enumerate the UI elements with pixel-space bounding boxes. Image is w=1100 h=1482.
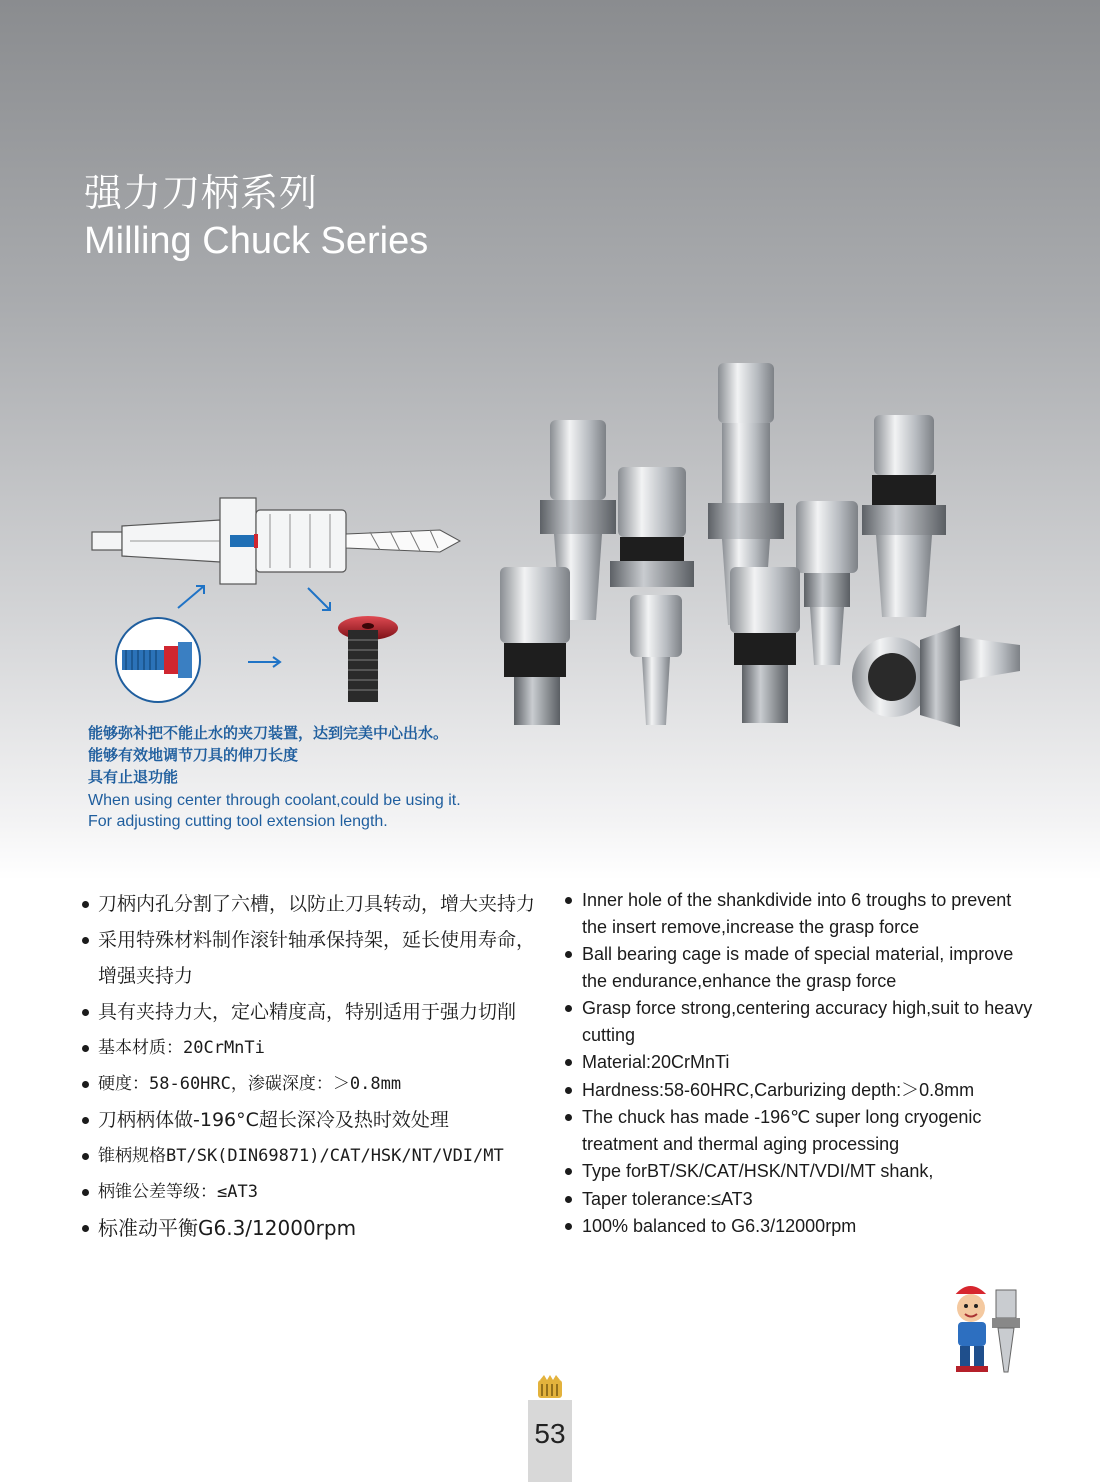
features-list-zh bbox=[82, 886, 542, 1246]
feature-en-item: 100% balanced to G6.3/12000rpm bbox=[565, 1213, 1035, 1240]
tool-holder-4 bbox=[610, 467, 694, 587]
bullet-dot-icon bbox=[82, 1189, 89, 1196]
bullet-dot-icon bbox=[565, 1087, 572, 1094]
page-number: 53 bbox=[534, 1418, 566, 1449]
chuck-cross-section-diagram bbox=[80, 480, 470, 720]
feature-zh-item: 硬度：58-60HRC，渗碳深度：＞0.8mm bbox=[82, 1066, 542, 1102]
stop-screw-blue bbox=[230, 535, 256, 547]
mascot-icon bbox=[940, 1272, 1030, 1376]
feature-en-item: Inner hole of the shankdivide into 6 troughs to prevent the insert remove,increase the grasp force bbox=[565, 887, 1035, 940]
stop-screw-part bbox=[338, 616, 398, 702]
page-number-badge bbox=[528, 1372, 572, 1482]
feature-zh-item: 采用特殊材料制作滚针轴承保持架，延长使用寿命，增强夹持力 bbox=[82, 922, 542, 994]
feature-en-item: Taper tolerance:≤AT3 bbox=[565, 1186, 1035, 1213]
caption-zh-3: 具有止退功能 bbox=[88, 768, 179, 786]
feature-zh-item: 具有夹持力大，定心精度高，特别适用于强力切削 bbox=[82, 994, 542, 1030]
bullet-dot-icon bbox=[565, 1223, 572, 1230]
caption-zh-2: 能够有效地调节刀具的伸刀长度 bbox=[88, 746, 299, 764]
feature-en-item: Material:20CrMnTi bbox=[565, 1049, 1035, 1076]
bullet-dot-icon bbox=[565, 897, 572, 904]
tool-holder-6 bbox=[500, 567, 570, 725]
feature-en-item: Hardness:58-60HRC,Carburizing depth:＞0.8mm bbox=[565, 1077, 1035, 1104]
diagram-caption bbox=[88, 722, 461, 832]
bullet-dot-icon bbox=[82, 1117, 89, 1124]
page-title-zh: 强力刀柄系列 bbox=[84, 171, 319, 215]
bullet-dot-icon bbox=[565, 1005, 572, 1012]
stop-screw-red bbox=[254, 534, 258, 548]
bullet-dot-icon bbox=[565, 1114, 572, 1121]
drill-bit bbox=[346, 530, 460, 552]
tool-holder-7 bbox=[630, 595, 682, 725]
feature-zh-item: 刀柄柄体做-196°C超长深冷及热时效处理 bbox=[82, 1102, 542, 1138]
bullet-dot-icon bbox=[82, 1225, 89, 1232]
bullet-dot-icon bbox=[82, 937, 89, 944]
caption-en-1: When using center through coolant,could be using it. bbox=[88, 792, 461, 809]
tool-holder-9 bbox=[852, 625, 1020, 727]
bullet-dot-icon bbox=[82, 901, 89, 908]
bullet-dot-icon bbox=[565, 1196, 572, 1203]
zoom-detail-circle bbox=[116, 618, 200, 702]
features-list-en bbox=[565, 887, 1035, 1241]
feature-en-item: Grasp force strong,centering accuracy high,suit to heavy cutting bbox=[565, 995, 1035, 1048]
tool-holder-8 bbox=[730, 567, 800, 723]
feature-en-item: Type forBT/SK/CAT/HSK/NT/VDI/MT shank, bbox=[565, 1158, 1035, 1185]
tool-holder-3 bbox=[862, 415, 946, 617]
bullet-dot-icon bbox=[82, 1045, 89, 1052]
feature-zh-item: 刀柄内孔分割了六槽，以防止刀具转动，增大夹持力 bbox=[82, 886, 542, 922]
feature-zh-item: 标准动平衡G6.3/12000rpm bbox=[82, 1210, 542, 1246]
feature-en-item: Ball bearing cage is made of special material, improve the endurance,enhance the grasp force bbox=[565, 941, 1035, 994]
feature-zh-item: 基本材质：20CrMnTi bbox=[82, 1030, 542, 1066]
bullet-dot-icon bbox=[82, 1009, 89, 1016]
feature-zh-item: 锥柄规格BT/SK(DIN69871)/CAT/HSK/NT/VDI/MT bbox=[82, 1138, 542, 1174]
bullet-dot-icon bbox=[82, 1153, 89, 1160]
bullet-dot-icon bbox=[565, 1059, 572, 1066]
feature-en-item: The chuck has made -196℃ super long cryogenic treatment and thermal aging processing bbox=[565, 1104, 1035, 1157]
blue-arrow-icon bbox=[178, 586, 330, 667]
caption-en-2: For adjusting cutting tool extension length. bbox=[88, 813, 388, 830]
feature-zh-item: 柄锥公差等级：≤AT3 bbox=[82, 1174, 542, 1210]
bullet-dot-icon bbox=[82, 1081, 89, 1088]
page-title-en: Milling Chuck Series bbox=[84, 220, 429, 262]
product-photo-collage bbox=[490, 355, 1030, 735]
bullet-dot-icon bbox=[565, 1168, 572, 1175]
caption-zh-1: 能够弥补把不能止水的夹刀装置，达到完美中心出水。 bbox=[88, 724, 449, 742]
bullet-dot-icon bbox=[565, 951, 572, 958]
tool-holder-5 bbox=[796, 501, 858, 665]
